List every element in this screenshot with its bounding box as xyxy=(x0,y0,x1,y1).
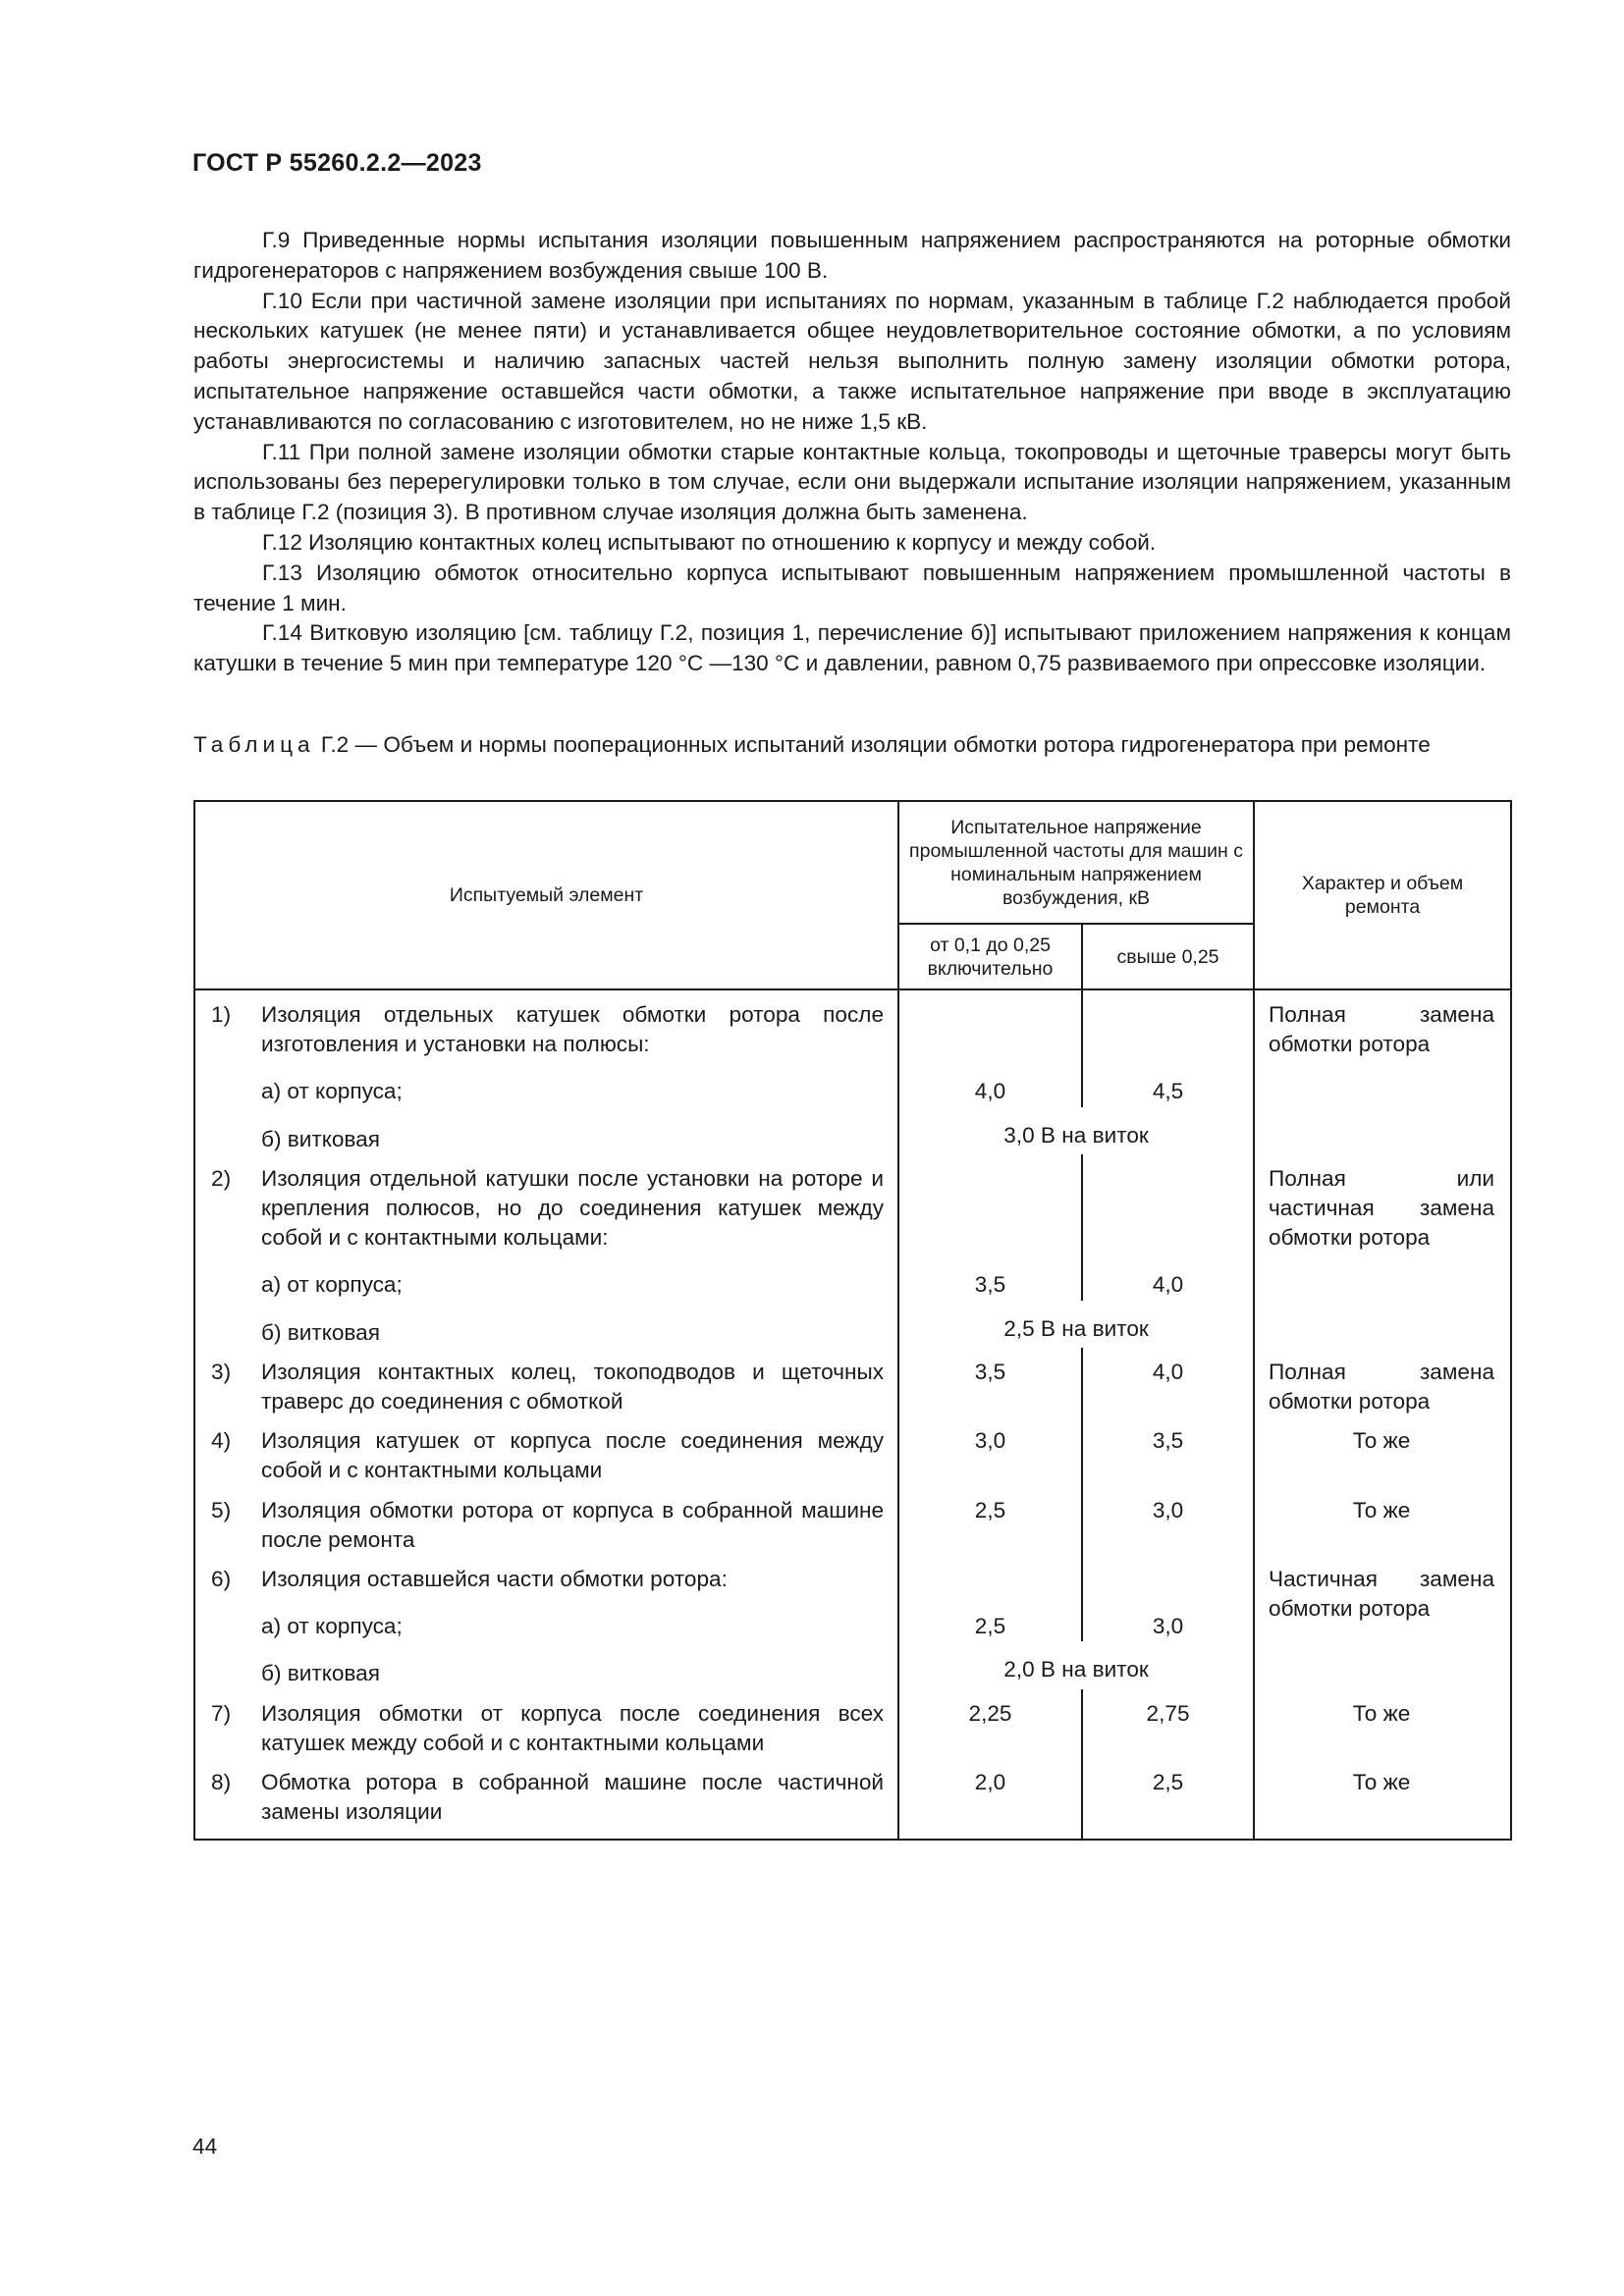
header-element: Испытуемый элемент xyxy=(194,801,898,989)
row-number: 2) xyxy=(194,1154,261,1254)
row-voltage-merged: 2,0 В на виток xyxy=(898,1641,1254,1688)
row-element: Изоляция контактных колец, токоподводов и щеточных траверс до соединения с обмоткой xyxy=(261,1359,885,1415)
row-voltage-low: 2,25 xyxy=(898,1689,1082,1758)
row-voltage-high: 4,0 xyxy=(1082,1348,1254,1416)
table-row xyxy=(194,1154,1511,1254)
table-row xyxy=(194,1348,1511,1416)
row-voltage-high xyxy=(1082,1154,1254,1254)
table-row xyxy=(194,1486,1511,1555)
row-number: 8) xyxy=(194,1758,261,1840)
row-voltage-low: 3,0 xyxy=(898,1416,1082,1485)
row-element: Изоляция отдельной катушки после установки на роторе и крепления полюсов, но до соединения катушек между собой и с контактными кольцами: xyxy=(261,1165,885,1251)
row-element: а) от корпуса; xyxy=(261,1272,403,1298)
header-voltage-low: от 0,1 до 0,25 включительно xyxy=(898,924,1082,989)
row-voltage-high: 4,5 xyxy=(1082,1059,1254,1106)
row-repair: Частичная замена обмотки ротора xyxy=(1254,1555,1511,1689)
row-repair: То же xyxy=(1254,1758,1511,1840)
paragraph-g10: Г.10 Если при частичной замене изоляции при испытаниях по нормам, указанным в таблице Г.2 наблюдается пробой нескольких катушек (не менее пяти) и устанавливается общее неудовлетворительное состояние обмотки, а по условиям работы энергосистемы и наличию запасных частей нельзя выполнить полную замену изоляции обмотки ротора, испытательное напряжение оставшейся части обмотки, а также испытательное напряжение при вводе в эксплуатацию устанавливаются по согласованию с изготовителем, но не ниже 1,5 кВ. xyxy=(193,288,1511,434)
row-voltage-low: 4,0 xyxy=(898,1059,1082,1106)
table-body xyxy=(194,989,1511,1840)
row-repair: То же xyxy=(1254,1416,1511,1485)
document-header: ГОСТ Р 55260.2.2—2023 xyxy=(192,149,482,177)
row-repair: То же xyxy=(1254,1689,1511,1758)
paragraph-g9: Г.9 Приведенные нормы испытания изоляции повышенным напряжением распространяются на роторные обмотки гидрогенераторов с напряжением возбуждения свыше 100 В. xyxy=(193,228,1511,283)
row-voltage-high: 2,75 xyxy=(1082,1689,1254,1758)
row-element: а) от корпуса; xyxy=(261,1079,403,1104)
table-row xyxy=(194,1555,1511,1594)
row-voltage-low xyxy=(898,989,1082,1059)
row-voltage-high: 3,0 xyxy=(1082,1594,1254,1641)
table-caption xyxy=(193,730,1511,759)
row-element: Изоляция обмотки ротора от корпуса в собранной машине после ремонта xyxy=(261,1497,885,1552)
paragraph-g13: Г.13 Изоляцию обмоток относительно корпуса испытывают повышенным напряжением промышленной частоты в течение 1 мин. xyxy=(193,560,1511,615)
row-voltage-low: 2,5 xyxy=(898,1594,1082,1641)
row-element: б) витковая xyxy=(261,1661,380,1686)
row-element: б) витковая xyxy=(261,1319,380,1345)
row-number: 5) xyxy=(194,1486,261,1555)
page-number: 44 xyxy=(192,2134,218,2159)
row-voltage-high: 4,0 xyxy=(1082,1253,1254,1300)
row-number: 1) xyxy=(194,989,261,1059)
row-element: а) от корпуса; xyxy=(261,1614,403,1639)
row-voltage-low: 2,0 xyxy=(898,1758,1082,1840)
row-number: 7) xyxy=(194,1689,261,1758)
table-row xyxy=(194,1416,1511,1485)
row-voltage-low: 3,5 xyxy=(898,1348,1082,1416)
table-row xyxy=(194,1758,1511,1840)
paragraph-g14: Г.14 Витковую изоляцию [см. таблицу Г.2, позиция 1, перечисление б)] испытывают приложением напряжения к концам катушки в течение 5 мин при температуре 120 °С —130 °С и давлении, равном 0,75 развиваемого при опрессовке изоляции. xyxy=(193,620,1511,676)
row-element: Изоляция отдельных катушек обмотки ротора после изготовления и установки на полюсы: xyxy=(261,1002,885,1057)
body-text xyxy=(193,226,1511,679)
row-voltage-low xyxy=(898,1555,1082,1594)
table-caption-text: Г.2 — Объем и нормы пооперационных испытаний изоляции обмотки ротора гидрогенератора при ремонте xyxy=(320,732,1431,757)
row-element: б) витковая xyxy=(261,1126,380,1151)
row-repair: Полная замена обмотки ротора xyxy=(1254,1348,1511,1416)
row-element: Обмотка ротора в собранной машине после частичной замены изоляции xyxy=(261,1758,898,1840)
row-repair: То же xyxy=(1254,1486,1511,1555)
row-voltage-low xyxy=(898,1154,1082,1254)
row-number: 6) xyxy=(194,1555,261,1594)
table-caption-label: Таблица xyxy=(193,732,315,757)
header-voltage-high: свыше 0,25 xyxy=(1082,924,1254,989)
header-voltage: Испытательное напряжение промышленной частоты для машин с номинальным напряжением возбуждения, кВ xyxy=(898,801,1254,924)
row-voltage-low: 3,5 xyxy=(898,1253,1082,1300)
row-voltage-high xyxy=(1082,1555,1254,1594)
row-voltage-merged: 2,5 В на виток xyxy=(898,1301,1254,1348)
row-voltage-low: 2,5 xyxy=(898,1486,1082,1555)
row-repair: Полная замена обмотки ротора xyxy=(1254,989,1511,1154)
row-element: Изоляция обмотки от корпуса после соединения всех катушек между собой и с контактными кольцами xyxy=(261,1700,885,1755)
row-number: 4) xyxy=(194,1416,261,1485)
row-voltage-high: 2,5 xyxy=(1082,1758,1254,1840)
paragraph-g12: Г.12 Изоляцию контактных колец испытывают по отношению к корпусу и между собой. xyxy=(262,529,1157,555)
row-number: 3) xyxy=(194,1348,261,1416)
header-repair: Характер и объем ремонта xyxy=(1254,801,1511,989)
paragraph-g11: Г.11 При полной замене изоляции обмотки старые контактные кольца, токопроводы и щеточные траверсы могут быть использованы без перерегулировки только в том случае, если они выдержали испытание изоляции напряжением, указанным в таблице Г.2 (позиция 3). В противном случае изоляция должна быть заменена. xyxy=(193,439,1511,525)
table-row xyxy=(194,1689,1511,1758)
test-norms-table xyxy=(193,800,1512,1841)
table-row xyxy=(194,989,1511,1059)
row-voltage-high: 3,5 xyxy=(1082,1416,1254,1485)
row-element: Изоляция оставшейся части обмотки ротора: xyxy=(261,1567,728,1592)
table-header xyxy=(194,801,1511,989)
row-element: Изоляция катушек от корпуса после соединения между собой и с контактными кольцами xyxy=(261,1428,885,1483)
row-voltage-high xyxy=(1082,989,1254,1059)
row-repair: Полная или частичная замена обмотки ротора xyxy=(1254,1154,1511,1348)
row-voltage-high: 3,0 xyxy=(1082,1486,1254,1555)
row-voltage-merged: 3,0 В на виток xyxy=(898,1107,1254,1154)
